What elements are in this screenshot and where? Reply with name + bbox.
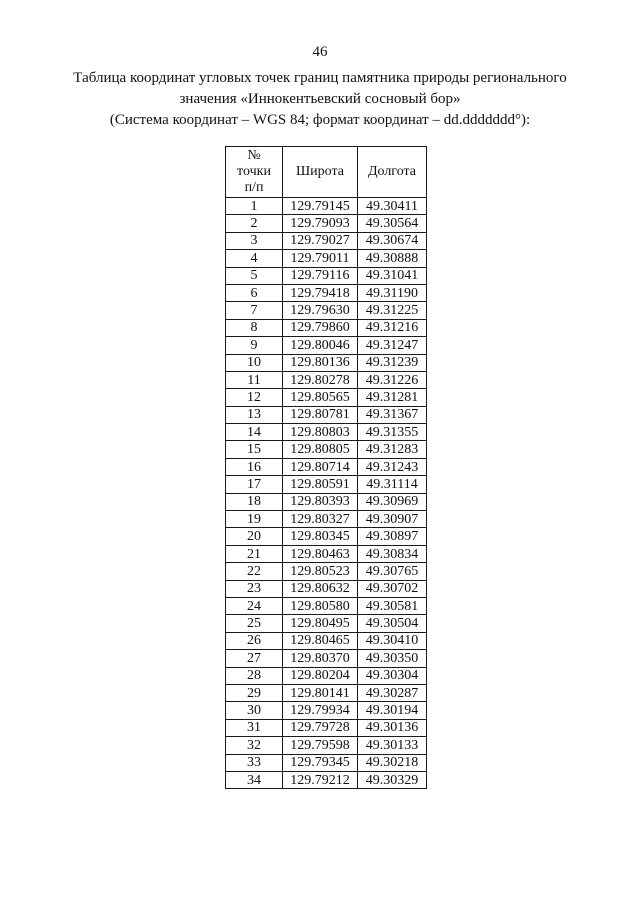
cell-longitude: 49.30194 (358, 702, 427, 719)
cell-longitude: 49.31281 (358, 389, 427, 406)
table-row (226, 284, 427, 301)
cell-latitude: 129.79598 (283, 737, 358, 754)
cell-longitude: 49.31216 (358, 319, 427, 336)
cell-point-number: 32 (226, 737, 283, 754)
table-row (226, 650, 427, 667)
cell-point-number: 7 (226, 302, 283, 319)
cell-longitude: 49.30564 (358, 215, 427, 232)
cell-latitude: 129.80046 (283, 337, 358, 354)
table-body (226, 198, 427, 789)
cell-latitude: 129.79145 (283, 198, 358, 215)
cell-point-number: 11 (226, 371, 283, 388)
cell-latitude: 129.80370 (283, 650, 358, 667)
table-header-row (226, 147, 427, 198)
cell-point-number: 30 (226, 702, 283, 719)
cell-latitude: 129.80580 (283, 597, 358, 614)
cell-latitude: 129.79418 (283, 284, 358, 301)
cell-longitude: 49.30329 (358, 771, 427, 788)
table-row (226, 441, 427, 458)
cell-longitude: 49.31367 (358, 406, 427, 423)
table-row (226, 354, 427, 371)
cell-latitude: 129.80632 (283, 580, 358, 597)
table-row (226, 198, 427, 215)
cell-point-number: 6 (226, 284, 283, 301)
cell-latitude: 129.80345 (283, 528, 358, 545)
cell-longitude: 49.30969 (358, 493, 427, 510)
cell-point-number: 8 (226, 319, 283, 336)
cell-point-number: 34 (226, 771, 283, 788)
cell-latitude: 129.80591 (283, 476, 358, 493)
cell-latitude: 129.80781 (283, 406, 358, 423)
cell-latitude: 129.79345 (283, 754, 358, 771)
cell-longitude: 49.30702 (358, 580, 427, 597)
cell-latitude: 129.80803 (283, 424, 358, 441)
cell-point-number: 5 (226, 267, 283, 284)
table-row (226, 215, 427, 232)
cell-latitude: 129.79728 (283, 719, 358, 736)
header-latitude: Широта (283, 147, 358, 198)
table-row (226, 737, 427, 754)
cell-longitude: 49.30411 (358, 198, 427, 215)
cell-point-number: 10 (226, 354, 283, 371)
cell-point-number: 33 (226, 754, 283, 771)
cell-latitude: 129.79116 (283, 267, 358, 284)
header-longitude: Долгота (358, 147, 427, 198)
cell-point-number: 15 (226, 441, 283, 458)
table-row (226, 545, 427, 562)
cell-longitude: 49.31114 (358, 476, 427, 493)
title-line-3: (Система координат – WGS 84; формат координат – dd.ddddddd°): (109, 112, 531, 128)
header-number-line-1: № (247, 148, 261, 163)
table-row (226, 580, 427, 597)
table-row (226, 493, 427, 510)
table-row (226, 406, 427, 423)
cell-latitude: 129.80393 (283, 493, 358, 510)
cell-longitude: 49.31226 (358, 371, 427, 388)
cell-latitude: 129.79860 (283, 319, 358, 336)
table-row (226, 702, 427, 719)
table-row (226, 684, 427, 701)
cell-latitude: 129.80204 (283, 667, 358, 684)
header-number-line-3: п/п (244, 180, 264, 195)
table-row (226, 719, 427, 736)
title-line-1: Таблица координат угловых точек границ памятника природы регионального (73, 70, 567, 86)
cell-point-number: 28 (226, 667, 283, 684)
cell-longitude: 49.31239 (358, 354, 427, 371)
cell-latitude: 129.80805 (283, 441, 358, 458)
cell-point-number: 3 (226, 232, 283, 249)
table-row (226, 250, 427, 267)
table-row (226, 667, 427, 684)
cell-latitude: 129.80495 (283, 615, 358, 632)
cell-longitude: 49.30350 (358, 650, 427, 667)
table-row (226, 458, 427, 475)
cell-longitude: 49.30218 (358, 754, 427, 771)
cell-longitude: 49.30834 (358, 545, 427, 562)
cell-latitude: 129.79027 (283, 232, 358, 249)
cell-longitude: 49.30674 (358, 232, 427, 249)
table-row (226, 267, 427, 284)
cell-longitude: 49.30133 (358, 737, 427, 754)
document-title (40, 68, 600, 131)
cell-longitude: 49.31283 (358, 441, 427, 458)
cell-latitude: 129.80141 (283, 684, 358, 701)
cell-point-number: 9 (226, 337, 283, 354)
table-row (226, 319, 427, 336)
table-row (226, 371, 427, 388)
cell-latitude: 129.80463 (283, 545, 358, 562)
cell-point-number: 29 (226, 684, 283, 701)
cell-latitude: 129.79212 (283, 771, 358, 788)
cell-point-number: 2 (226, 215, 283, 232)
cell-point-number: 22 (226, 563, 283, 580)
cell-point-number: 16 (226, 458, 283, 475)
cell-longitude: 49.31190 (358, 284, 427, 301)
cell-latitude: 129.80465 (283, 632, 358, 649)
cell-longitude: 49.30504 (358, 615, 427, 632)
table-row (226, 337, 427, 354)
cell-point-number: 21 (226, 545, 283, 562)
table-row (226, 754, 427, 771)
cell-latitude: 129.79093 (283, 215, 358, 232)
cell-point-number: 18 (226, 493, 283, 510)
cell-longitude: 49.31041 (358, 267, 427, 284)
cell-longitude: 49.30304 (358, 667, 427, 684)
table-row (226, 476, 427, 493)
table-row (226, 597, 427, 614)
cell-point-number: 14 (226, 424, 283, 441)
title-line-2: значения «Иннокентьевский сосновый бор» (179, 91, 461, 107)
table-row (226, 632, 427, 649)
cell-latitude: 129.80136 (283, 354, 358, 371)
cell-longitude: 49.31243 (358, 458, 427, 475)
cell-point-number: 27 (226, 650, 283, 667)
table-row (226, 302, 427, 319)
cell-latitude: 129.80714 (283, 458, 358, 475)
cell-longitude: 49.30410 (358, 632, 427, 649)
page-number: 46 (312, 44, 328, 60)
cell-longitude: 49.30888 (358, 250, 427, 267)
cell-longitude: 49.30907 (358, 511, 427, 528)
cell-latitude: 129.79630 (283, 302, 358, 319)
cell-point-number: 26 (226, 632, 283, 649)
cell-point-number: 17 (226, 476, 283, 493)
cell-point-number: 12 (226, 389, 283, 406)
cell-point-number: 1 (226, 198, 283, 215)
table-row (226, 771, 427, 788)
cell-longitude: 49.30581 (358, 597, 427, 614)
cell-point-number: 24 (226, 597, 283, 614)
coordinates-table (225, 146, 427, 789)
cell-latitude: 129.79011 (283, 250, 358, 267)
cell-latitude: 129.79934 (283, 702, 358, 719)
cell-latitude: 129.80565 (283, 389, 358, 406)
cell-longitude: 49.31225 (358, 302, 427, 319)
cell-longitude: 49.30287 (358, 684, 427, 701)
cell-longitude: 49.30897 (358, 528, 427, 545)
cell-point-number: 23 (226, 580, 283, 597)
header-number-line-2: точки (237, 164, 271, 179)
cell-latitude: 129.80278 (283, 371, 358, 388)
cell-point-number: 4 (226, 250, 283, 267)
cell-point-number: 20 (226, 528, 283, 545)
header-point-number (226, 147, 283, 198)
table-row (226, 511, 427, 528)
cell-longitude: 49.31247 (358, 337, 427, 354)
cell-point-number: 13 (226, 406, 283, 423)
cell-latitude: 129.80327 (283, 511, 358, 528)
table-row (226, 615, 427, 632)
table-row (226, 389, 427, 406)
cell-longitude: 49.30136 (358, 719, 427, 736)
table-row (226, 563, 427, 580)
cell-point-number: 19 (226, 511, 283, 528)
cell-latitude: 129.80523 (283, 563, 358, 580)
table-row (226, 528, 427, 545)
table-row (226, 424, 427, 441)
table-row (226, 232, 427, 249)
cell-longitude: 49.30765 (358, 563, 427, 580)
cell-point-number: 31 (226, 719, 283, 736)
cell-point-number: 25 (226, 615, 283, 632)
cell-longitude: 49.31355 (358, 424, 427, 441)
